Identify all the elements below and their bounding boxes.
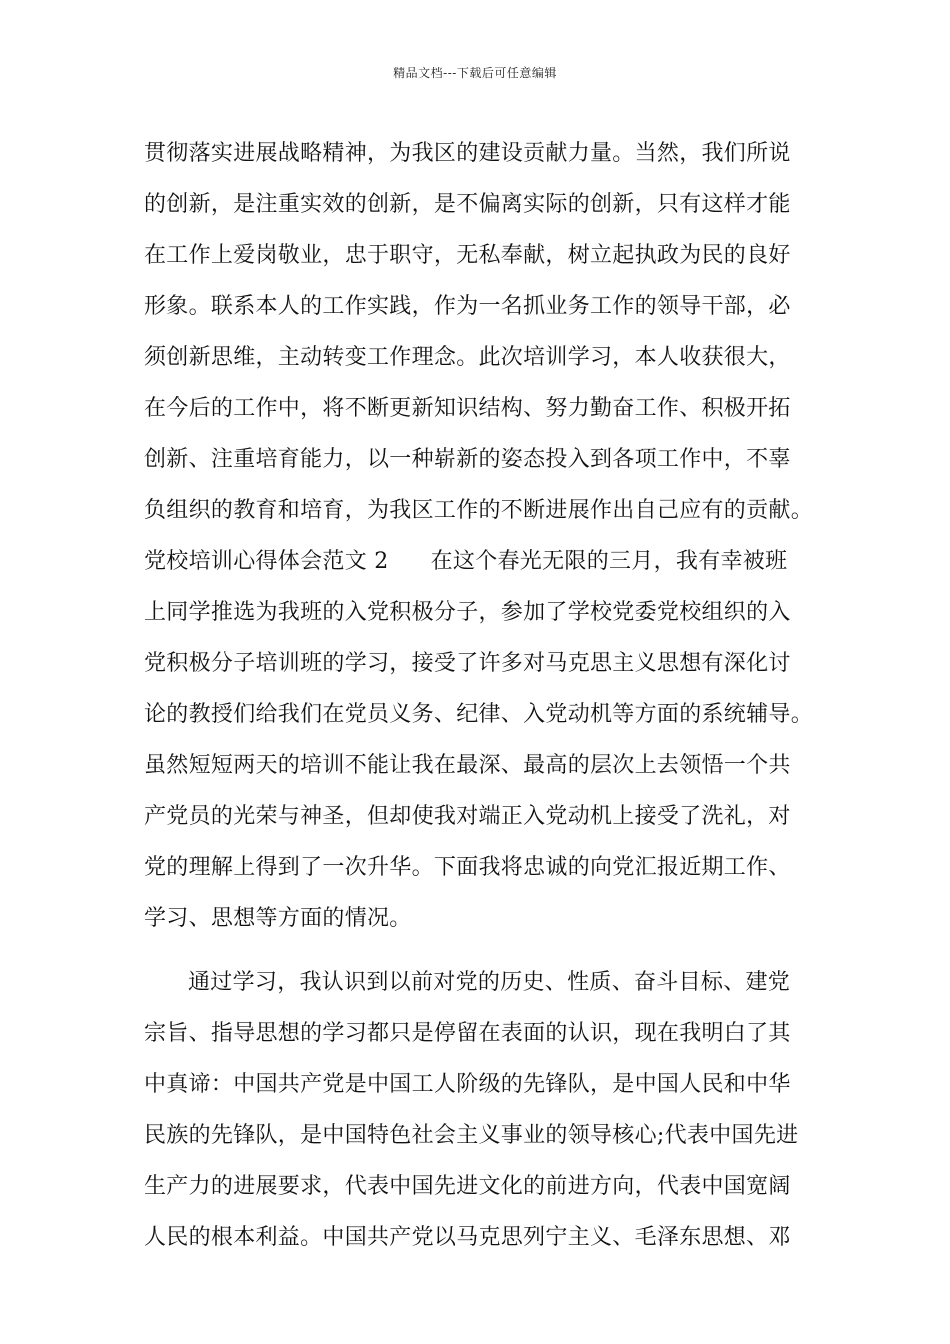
text-line: 学习、思想等方面的情况。	[144, 906, 412, 931]
text-line: 人民的根本利益。中国共产党以马克思列宁主义、毛泽东思想、邓	[144, 1225, 791, 1250]
text-line: 须创新思维，主动转变工作理念。此次培训学习，本人收获很大，	[144, 345, 791, 370]
title-line-text: 在这个春光无限的三月，我有幸被班	[430, 549, 788, 574]
text-line: 在今后的工作中，将不断更新知识结构、努力勤奋工作、积极开拓	[144, 396, 791, 421]
paragraph-2	[144, 536, 844, 944]
text-line: 上同学推选为我班的入党积极分子，参加了学校党委党校组织的入	[144, 600, 791, 625]
document-body	[144, 128, 844, 1263]
text-line: 产党员的光荣与神圣，但却使我对端正入党动机上接受了洗礼，对	[144, 804, 791, 829]
text-line: 生产力的进展要求，代表中国先进文化的前进方向，代表中国宽阔	[144, 1174, 791, 1199]
text-line: 论的教授们给我们在党员义务、纪律、入党动机等方面的系统辅导。	[144, 702, 814, 727]
text-line: 负组织的教育和培育，为我区工作的不断进展作出自己应有的贡献。	[144, 498, 814, 523]
text-line: 形象。联系本人的工作实践，作为一名抓业务工作的领导干部，必	[144, 294, 791, 319]
text-line: 的创新，是注重实效的创新，是不偏离实际的创新，只有这样才能	[144, 192, 791, 217]
text-line: 党积极分子培训班的学习，接受了许多对马克思主义思想有深化讨	[144, 651, 791, 676]
text-line: 贯彻落实进展战略精神，为我区的建设贡献力量。当然，我们所说	[144, 141, 791, 166]
page-header: 精品文档---下载后可任意编辑	[393, 66, 557, 80]
text-line: 民族的先锋队，是中国特色社会主义事业的领导核心;代表中国先进	[144, 1123, 799, 1148]
section-title: 党校培训心得体会范文 2	[144, 549, 389, 574]
paragraph-gap	[144, 944, 844, 957]
paragraph-3	[144, 957, 844, 1263]
text-line: 虽然短短两天的培训不能让我在最深、最高的层次上去领悟一个共	[144, 753, 791, 778]
paragraph-1	[144, 128, 844, 536]
text-line: 宗旨、指导思想的学习都只是停留在表面的认识，现在我明白了其	[144, 1021, 791, 1046]
text-line	[144, 536, 844, 587]
text-line: 党的理解上得到了一次升华。下面我将忠诚的向党汇报近期工作、	[144, 855, 791, 880]
text-line: 创新、注重培育能力，以一种崭新的姿态投入到各项工作中，不辜	[144, 447, 791, 472]
text-line: 通过学习，我认识到以前对党的历史、性质、奋斗目标、建党	[188, 970, 791, 995]
text-line: 中真谛：中国共产党是中国工人阶级的先锋队，是中国人民和中华	[144, 1072, 791, 1097]
text-line: 在工作上爱岗敬业，忠于职守，无私奉献，树立起执政为民的良好	[144, 243, 791, 268]
